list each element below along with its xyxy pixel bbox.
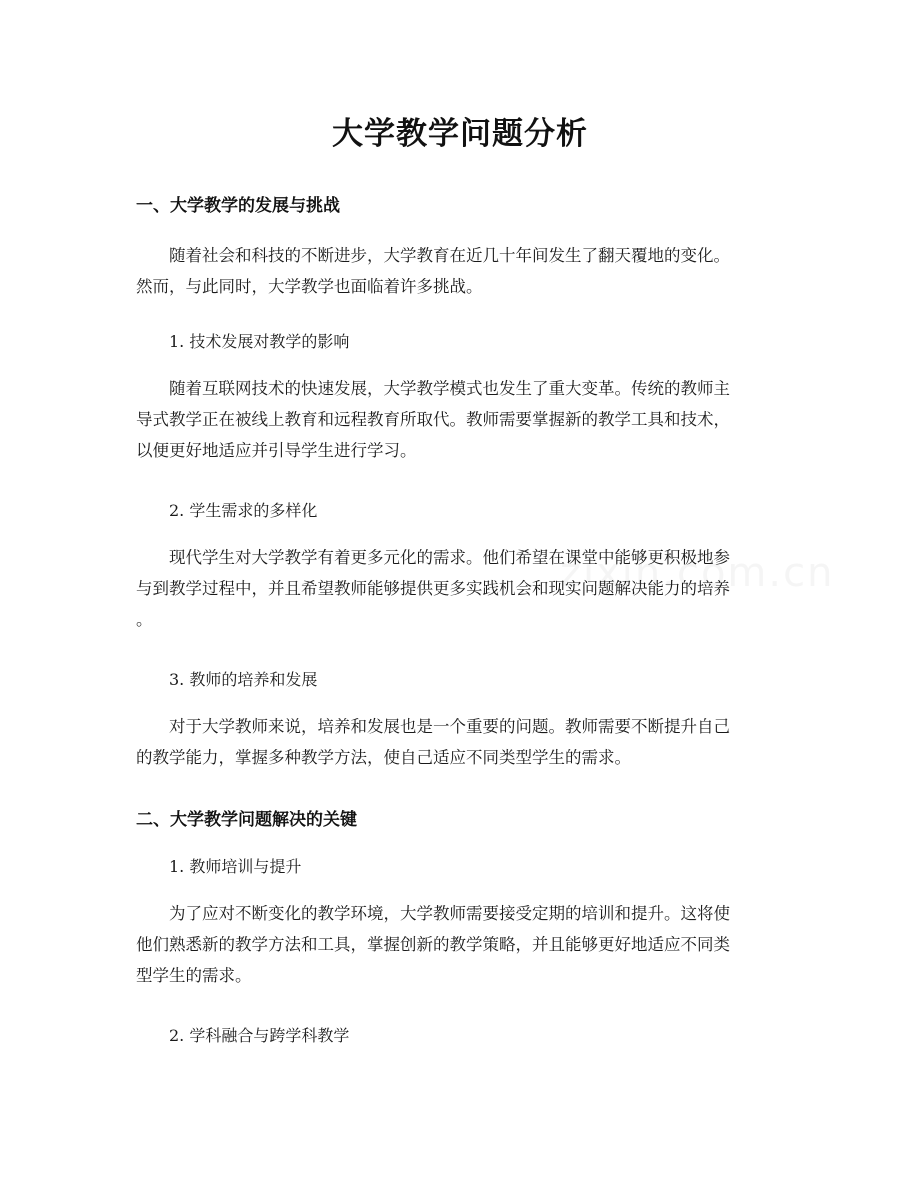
subheading-1-2: 2. 学生需求的多样化	[169, 501, 318, 520]
paragraph-line: 以便更好地适应并引导学生进行学习。	[136, 441, 417, 460]
paragraph-line: 然而，与此同时，大学教学也面临着许多挑战。	[136, 277, 483, 296]
subheading-1-1: 1. 技术发展对教学的影响	[169, 332, 350, 351]
paragraph-1-2	[136, 542, 786, 635]
paragraph-line: 与到教学过程中，并且希望教师能够提供更多实践机会和现实问题解决能力的培养	[136, 579, 730, 598]
paragraph-line: 。	[136, 610, 153, 629]
section-1-intro	[136, 240, 786, 302]
subheading-2-1: 1. 教师培训与提升	[169, 857, 302, 876]
section-heading-2: 二、大学教学问题解决的关键	[136, 810, 357, 830]
paragraph-1-1	[136, 373, 786, 466]
paragraph-1-3	[136, 711, 786, 773]
subheading-2-2: 2. 学科融合与跨学科教学	[169, 1026, 350, 1045]
section-heading-1: 一、大学教学的发展与挑战	[136, 196, 340, 216]
paragraph-line: 对于大学教师来说，培养和发展也是一个重要的问题。教师需要不断提升自己	[169, 717, 730, 736]
paragraph-line: 随着互联网技术的快速发展，大学教学模式也发生了重大变革。传统的教师主	[169, 379, 730, 398]
paragraph-line: 为了应对不断变化的教学环境，大学教师需要接受定期的培训和提升。这将使	[169, 904, 730, 923]
subheading-1-3: 3. 教师的培养和发展	[169, 670, 318, 689]
paragraph-line: 导式教学正在被线上教育和远程教育所取代。教师需要掌握新的教学工具和技术，	[136, 410, 730, 429]
paragraph-line: 的教学能力，掌握多种教学方法，使自己适应不同类型学生的需求。	[136, 748, 631, 767]
paragraph-2-1	[136, 898, 786, 991]
paragraph-line: 现代学生对大学教学有着更多元化的需求。他们希望在课堂中能够更积极地参	[169, 548, 730, 567]
paragraph-line: 随着社会和科技的不断进步，大学教育在近几十年间发生了翻天覆地的变化。	[169, 246, 730, 265]
paragraph-line: 型学生的需求。	[136, 966, 252, 985]
watermark: zixin.com.cn	[560, 550, 835, 596]
page-title: 大学教学问题分析	[332, 116, 588, 152]
paragraph-line: 他们熟悉新的教学方法和工具，掌握创新的教学策略，并且能够更好地适应不同类	[136, 935, 730, 954]
